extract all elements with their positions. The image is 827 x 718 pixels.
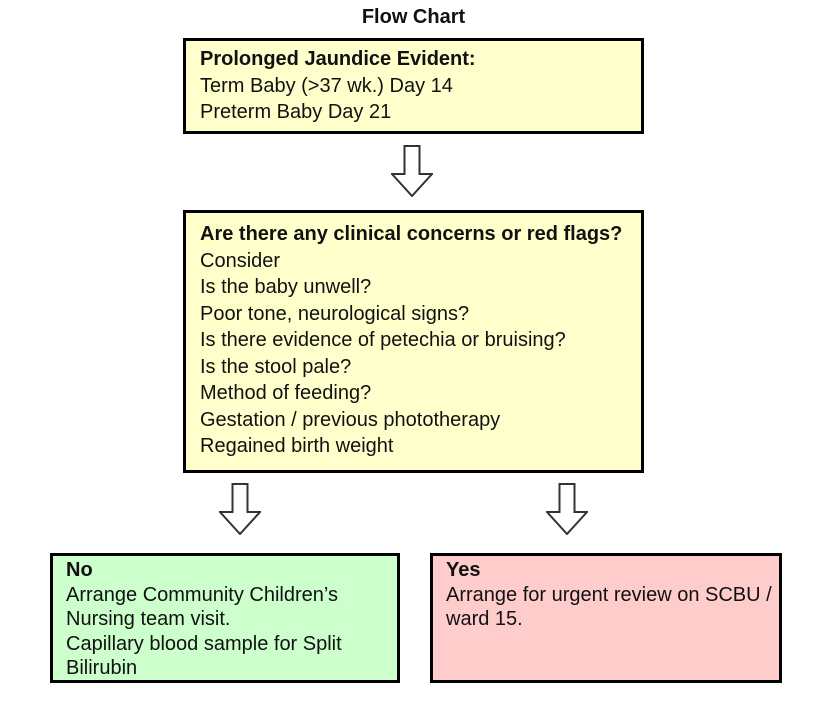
node-prolonged-jaundice — [183, 38, 644, 134]
node-line: Capillary blood sample for Split — [66, 632, 342, 655]
node-line: Bilirubin — [66, 657, 138, 679]
down-arrow-icon — [546, 483, 588, 535]
node-line: ward 15. — [446, 608, 523, 630]
node-yes-outcome — [430, 553, 782, 683]
node-line: Arrange for urgent review on SCBU / — [446, 583, 772, 606]
down-arrow-icon — [219, 483, 261, 535]
node-no-outcome — [50, 553, 400, 683]
node-line: Nursing team visit. — [66, 608, 231, 630]
node-line: Preterm Baby Day 21 — [200, 101, 392, 123]
node-line: Method of feeding? — [200, 382, 372, 404]
node-line: Term Baby (>37 wk.) Day 14 — [200, 74, 453, 97]
node-line: Regained birth weight — [200, 435, 394, 457]
node-line: Consider — [200, 249, 281, 272]
node-line: Poor tone, neurological signs? — [200, 302, 470, 325]
flow-chart-title: Flow Chart — [361, 6, 466, 28]
node-line: Gestation / previous phototherapy — [200, 408, 501, 431]
node-heading: No — [66, 559, 93, 581]
node-line: Arrange Community Children’s — [66, 583, 338, 606]
node-clinical-concerns — [183, 210, 644, 473]
node-line: Is the stool pale? — [200, 355, 352, 378]
down-arrow-icon — [391, 145, 433, 197]
node-line: Is the baby unwell? — [200, 276, 372, 298]
node-heading: Prolonged Jaundice Evident: — [200, 48, 476, 70]
node-line: Is there evidence of petechia or bruising? — [200, 329, 566, 351]
node-heading: Yes — [446, 559, 481, 581]
node-heading: Are there any clinical concerns or red flags? — [200, 223, 623, 245]
